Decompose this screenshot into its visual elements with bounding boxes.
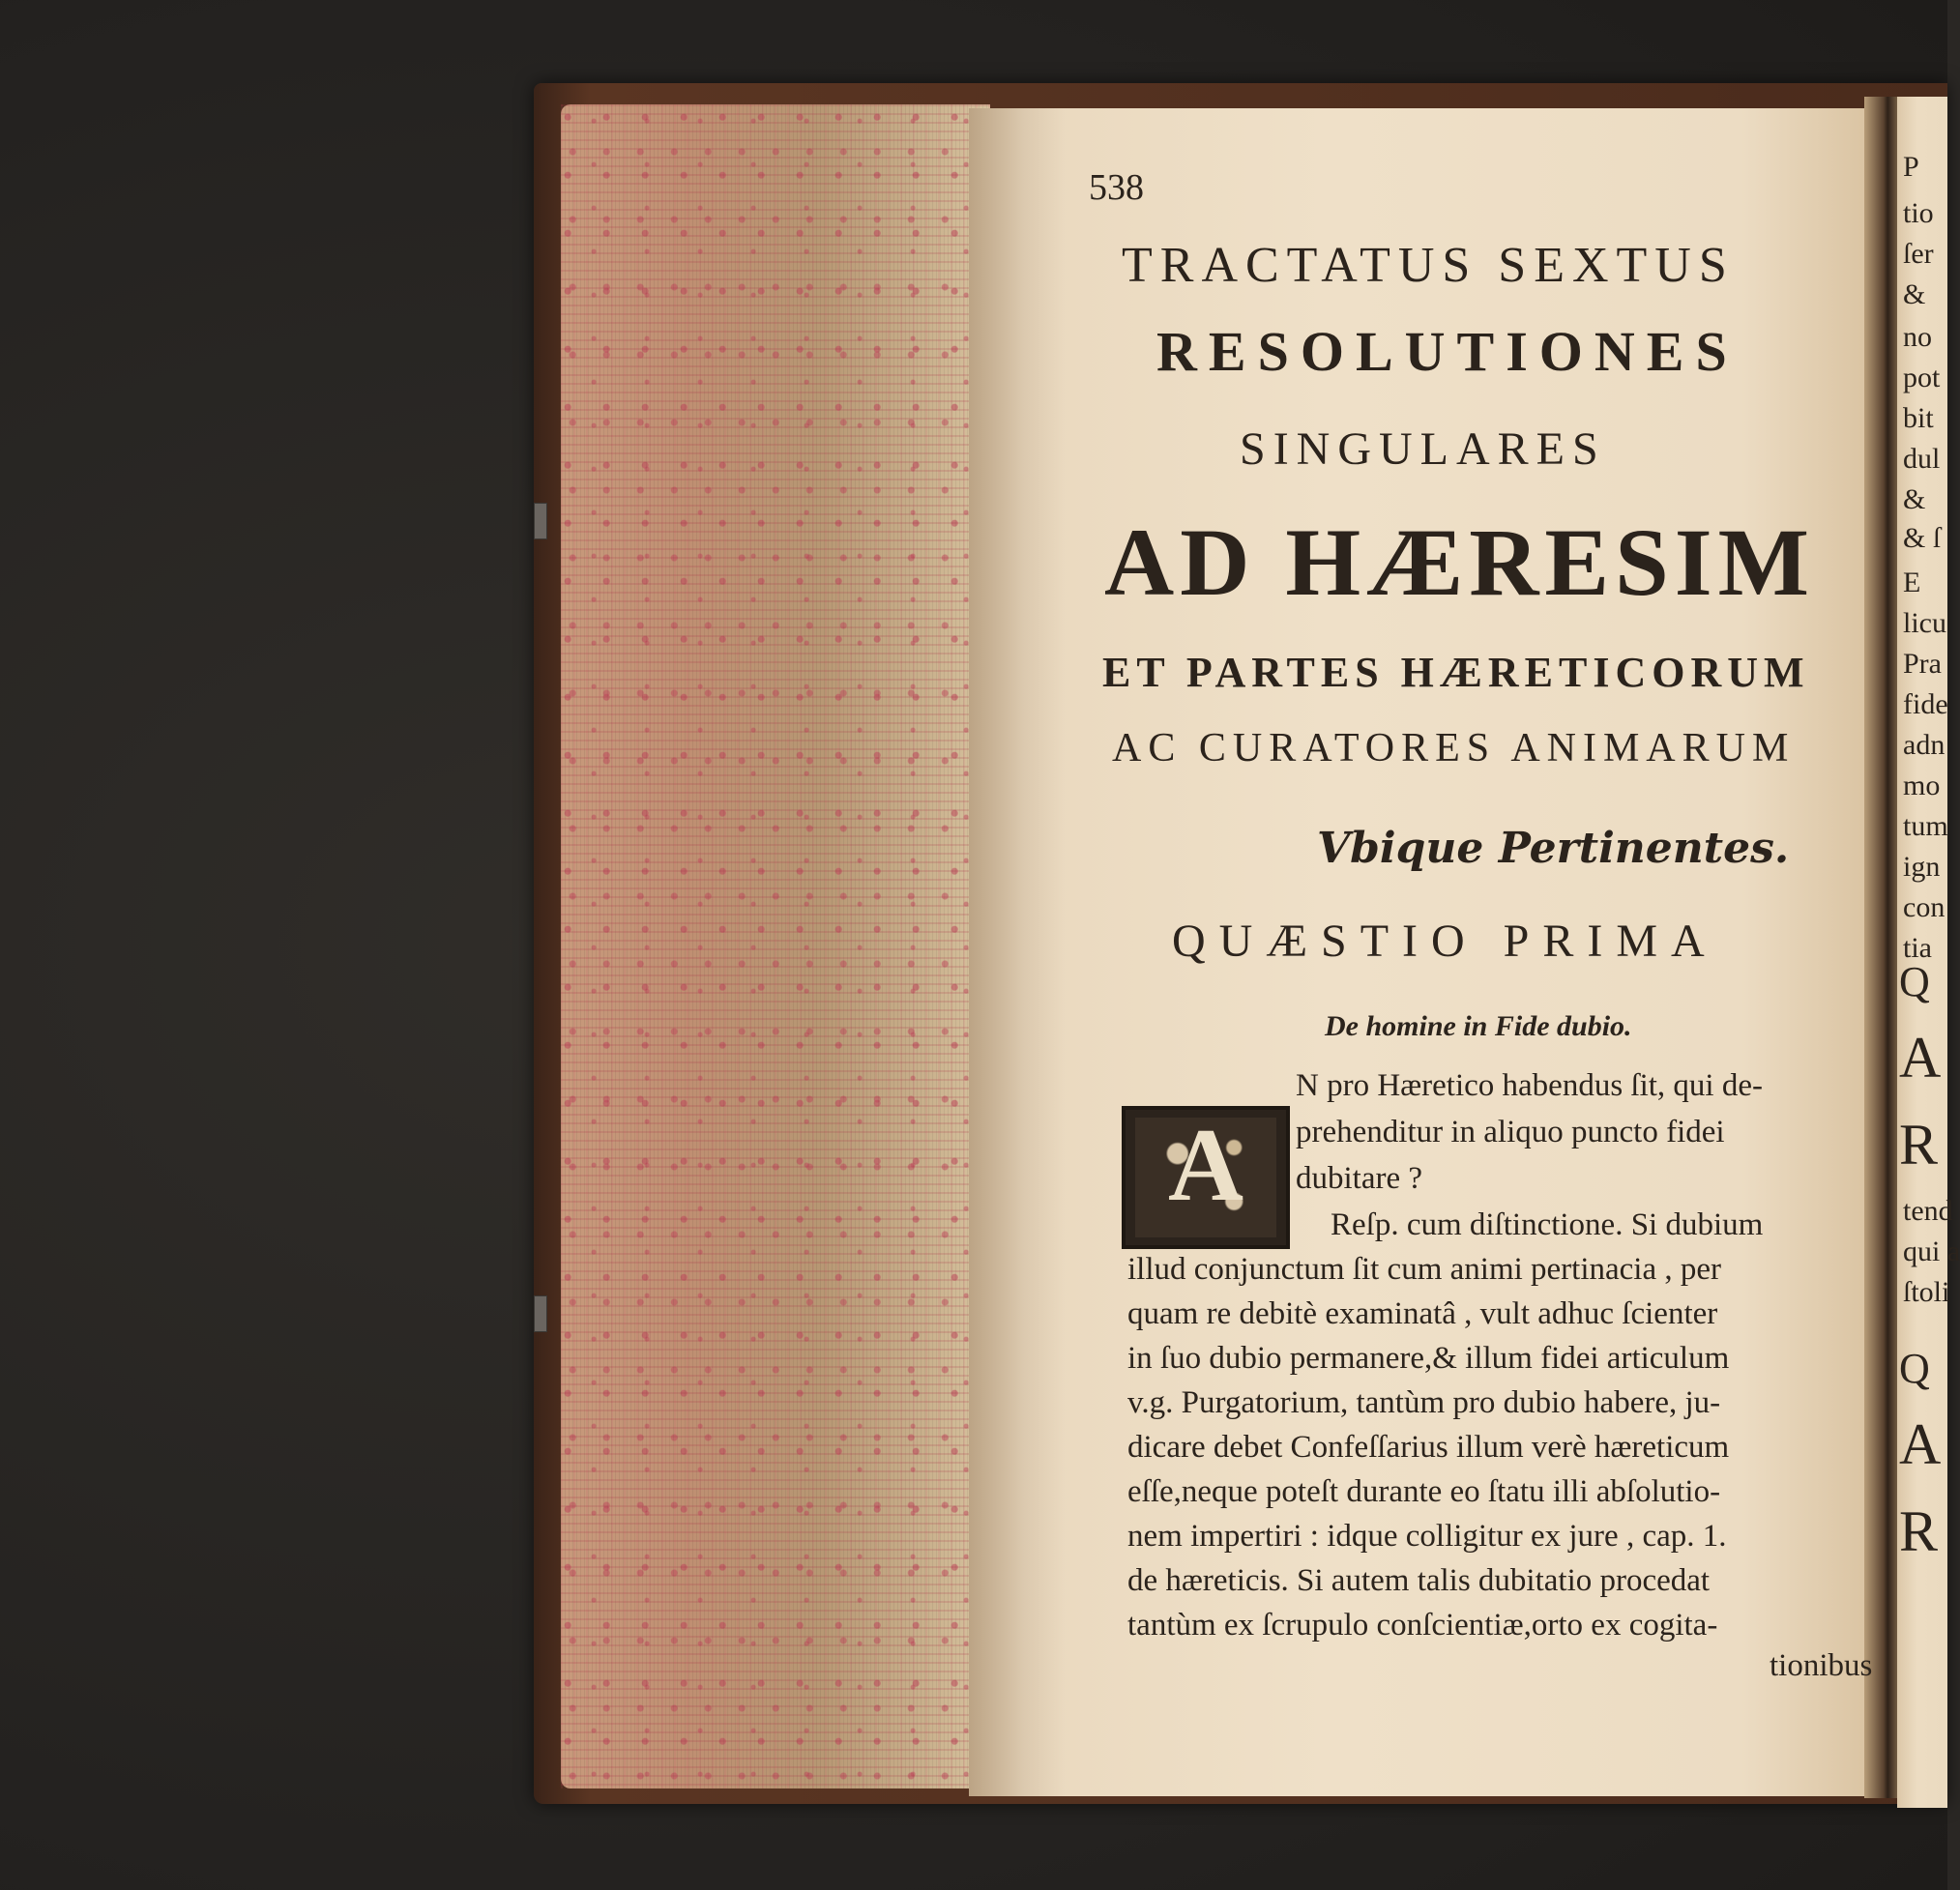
next-page-letter: Q <box>1899 1345 1930 1392</box>
body-line: v.g. Purgatorium, tantùm pro dubio habere, ju- <box>1127 1385 1721 1420</box>
next-page-line: tum <box>1903 810 1948 842</box>
next-page-line: Pra <box>1903 648 1942 680</box>
next-page-line: & <box>1903 278 1926 310</box>
next-page-line: P <box>1903 151 1919 183</box>
body-line: de hæreticis. Si autem talis dubitatio procedat <box>1127 1563 1711 1598</box>
next-page-line: pot <box>1903 362 1941 393</box>
title-line-1: TRACTATUS SEXTUS <box>1122 238 1735 293</box>
title-line-2: RESOLUTIONES <box>1156 320 1739 383</box>
next-page-line: bit <box>1903 402 1934 434</box>
next-page-letter: A <box>1899 1026 1942 1090</box>
right-page-edge <box>1897 97 1960 1808</box>
title-line-6: AC CURATORES ANIMARUM <box>1112 726 1796 771</box>
next-page-letter: R <box>1899 1113 1939 1177</box>
body-line: eſſe,neque poteſt durante eo ſtatu illi abſolutio- <box>1127 1474 1721 1509</box>
decorated-initial <box>1122 1106 1290 1249</box>
next-page-line: & ſ <box>1903 522 1942 554</box>
next-page-line: ſtoli <box>1903 1276 1950 1308</box>
title-line-3: SINGULARES <box>1240 423 1606 475</box>
next-page-line: no <box>1903 321 1932 353</box>
next-page-letter: Q <box>1899 958 1930 1005</box>
clasp-upper <box>534 503 547 539</box>
title-line-7: Vbique Pertinentes. <box>1317 824 1790 873</box>
next-page-line: adn <box>1903 729 1945 761</box>
next-page-line: & <box>1903 483 1926 515</box>
next-page-line: qui a <box>1903 1236 1960 1267</box>
body-line: quam re debitè examinatâ , vult adhuc ſcienter <box>1127 1296 1718 1331</box>
next-page-line: ign <box>1903 851 1941 883</box>
next-page-letter: A <box>1899 1412 1942 1476</box>
next-page-line: tio <box>1903 197 1934 229</box>
title-line-4: AD HÆRESIM <box>1104 509 1816 616</box>
body-line: Reſp. cum diſtinctione. Si dubium <box>1331 1207 1764 1242</box>
body-line: N pro Hæretico habendus ſit, qui de- <box>1296 1068 1763 1103</box>
next-page-line: E <box>1903 567 1921 598</box>
next-page-line: fide <box>1903 688 1948 720</box>
body-line: tionibus <box>1770 1648 1873 1683</box>
body-line: nem impertiri : idque colligitur ex jure , cap. 1. <box>1127 1519 1727 1554</box>
clasp-lower <box>534 1295 547 1332</box>
page-number: 538 <box>1089 167 1144 208</box>
next-page-line: dul <box>1903 443 1941 475</box>
title-line-5: ET PARTES HÆRETICORUM <box>1102 649 1810 696</box>
next-page-line: tia <box>1903 932 1932 964</box>
book-fore-edge <box>561 104 990 1788</box>
next-page-line: con <box>1903 891 1945 923</box>
body-line: in ſuo dubio permanere,& illum fidei articulum <box>1127 1341 1730 1376</box>
body-line: tantùm ex ſcrupulo conſcientiæ,orto ex cogita- <box>1127 1608 1718 1643</box>
body-line: dubitare ? <box>1296 1161 1423 1196</box>
next-page-line: licu <box>1903 607 1946 639</box>
section-heading: QUÆSTIO PRIMA <box>1172 916 1718 967</box>
body-line: illud conjunctum ſit cum animi pertinacia , per <box>1127 1252 1721 1287</box>
next-page-letter: R <box>1899 1499 1939 1563</box>
body-line: dicare debet Confeſſarius illum verè hæreticum <box>1127 1430 1730 1465</box>
section-subtitle: De homine in Fide dubio. <box>1325 1010 1632 1042</box>
next-page-line: mo <box>1903 770 1941 801</box>
next-page-line: ſer <box>1903 238 1934 270</box>
next-page-line: tend <box>1903 1195 1953 1227</box>
initial-letter: A <box>1168 1108 1243 1223</box>
body-line: prehenditur in aliquo puncto fidei <box>1296 1115 1725 1149</box>
